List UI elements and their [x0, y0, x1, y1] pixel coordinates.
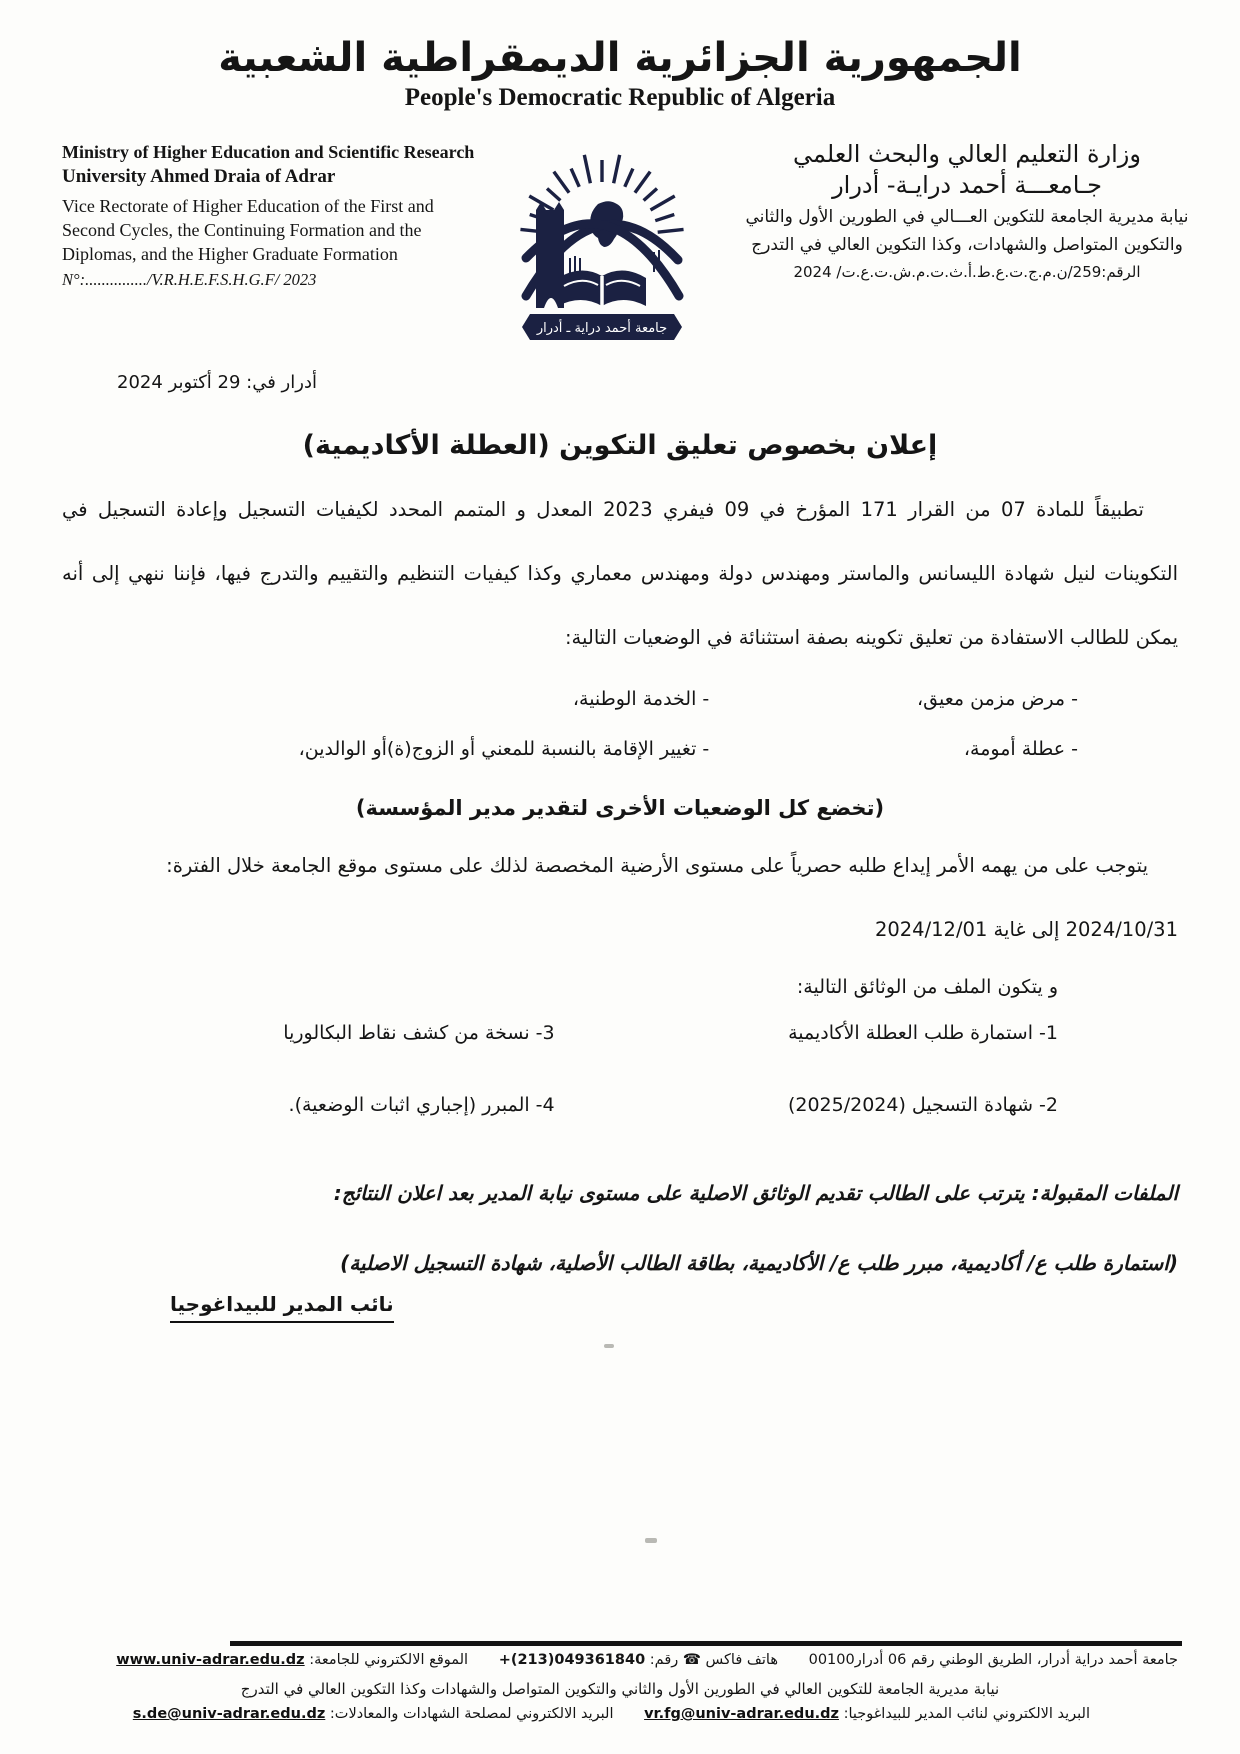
footer-email1-link[interactable]: vr.fg@univ-adrar.edu.dz: [644, 1706, 839, 1722]
logo-banner-text: جامعة أحمد دراية ـ أدرار: [536, 321, 668, 336]
situations-column-left: [62, 688, 709, 788]
university-name-ar: جـامعـــة أحمد درايـة- أدرار: [832, 171, 1102, 200]
document-header: [0, 34, 1240, 112]
other-situations-note: (تخضع كل الوضعيات الأخرى لتقدير مدير المؤسسة): [355, 796, 885, 820]
footer-email-line: [58, 1706, 1090, 1722]
footer-email1-label: البريد الالكتروني لنائب المدير للبيداغوجيا:: [843, 1706, 1090, 1722]
signature-title: نائب المدير للبيداغوجيا: [170, 1292, 394, 1323]
scan-artifact: [604, 1344, 614, 1348]
university-name-en: University Ahmed Draia of Adrar: [62, 166, 336, 187]
vice-rectorate-en: Vice Rectorate of Higher Education of the First and Second Cycles, the Continuing Formation and the Diplomas, and the Higher Graduate Formation: [62, 196, 434, 264]
footer-divider: [230, 1641, 1182, 1646]
vice-rectorate-ar-line2: والتكوين المتواصل والشهادات، وكذا التكوين العالي في التدرج: [751, 235, 1183, 256]
file-contents-intro: و يتكون الملف من الوثائق التالية:: [796, 976, 1058, 998]
documents-list: [62, 1022, 1178, 1166]
footer-phone-label: هاتف فاكس ☎ رقم:: [649, 1652, 778, 1668]
list-item: 2- شهادة التسجيل (2025/2024): [787, 1094, 1058, 1116]
footer-website-label: الموقع الالكتروني للجامعة:: [309, 1652, 469, 1668]
university-logo: [502, 146, 702, 346]
country-title-arabic: الجمهورية الجزائرية الديمقراطية الشعبية: [218, 35, 1022, 81]
list-item: - تغيير الإقامة بالنسبة للمعني أو الزوج(ة)أو الوالدين،: [298, 738, 710, 760]
footer-website-link[interactable]: www.univ-adrar.edu.dz: [116, 1652, 305, 1668]
ministry-name-ar: وزارة التعليم العالي والبحث العلمي: [793, 140, 1141, 168]
accepted-files-line1: الملفات المقبولة: يترتب على الطالب تقديم الوثائق الاصلية على مستوى نيابة المدير بعد اعلان النتائج:: [333, 1181, 1178, 1205]
submission-paragraph: يتوجب على من يهمه الأمر إيداع طلبه حصرياً على مستوى الأرضية المخصصة لذلك على مستوى موقع الجامعة خلال الفترة: 2024/10/31 إلى غاية 2024/12/01: [166, 854, 1178, 941]
date-line: أدرار في: 29 أكتوبر 2024: [117, 372, 317, 393]
situations-column-right: [709, 688, 1178, 788]
announcement-title: إعلان بخصوص تعليق التكوين (العطلة الأكاديمية): [302, 430, 938, 461]
country-title-english: People's Democratic Republic of Algeria: [404, 84, 836, 111]
footer-address: جامعة أحمد دراية أدرار، الطريق الوطني رقم 06 أدرار00100: [808, 1652, 1178, 1668]
scan-artifact: [645, 1538, 657, 1543]
reference-number-ar: الرقم:259/ن.م.ج.ت.ع.ط.أ.ث.ت.م.ش.ت.ع.ت/ 2024: [793, 262, 1141, 281]
accepted-files-line2: (استمارة طلب ع/ أكاديمية، مبرر طلب ع/ الأكاديمية، بطاقة الطالب الأصلية، شهادة التسجيل الاصلية): [340, 1251, 1178, 1275]
list-item: 1- استمارة طلب العطلة الأكاديمية: [788, 1022, 1058, 1044]
list-item: - عطلة أمومة،: [963, 738, 1078, 760]
list-item: - مرض مزمن معيق،: [917, 688, 1078, 710]
documents-column-right: [665, 1022, 1178, 1166]
footer-department-line: نيابة مديرية الجامعة للتكوين العالي في الطورين الأول والثاني والتكوين المتواصل والشهادات وكذا التكوين العالي في التدرج: [240, 1680, 1000, 1698]
footer-contact-line: [58, 1652, 1178, 1668]
list-item: - الخدمة الوطنية،: [572, 688, 710, 710]
vice-rectorate-ar-line1: نيابة مديرية الجامعة للتكوين العـــالي في الطورين الأول والثاني: [745, 206, 1189, 227]
footer-email2-label: البريد الالكتروني لمصلحة الشهادات والمعادلات:: [329, 1706, 614, 1722]
intro-paragraph: تطبيقاً للمادة 07 من القرار 171 المؤرخ في 09 فيفري 2023 المعدل و المتمم المحدد لكيفيات التسجيل وإعادة التسجيل في التكوينات لنيل شهادة الليسانس والماستر ومهندس دولة ومهندس معماري وكذا كيفيات التنظيم والتقييم والتدرج فيها، فإننا ننهي إلى أنه يمكن للطالب الاستفادة من تعليق تكوينه بصفة استثنائة في الوضعيات التالية:: [62, 498, 1178, 649]
documents-column-left: [62, 1022, 665, 1166]
accepted-files-note: [62, 1158, 1178, 1298]
list-item: 4- المبرر (إجباري اثبات الوضعية).: [288, 1094, 555, 1116]
reference-number-en: N°:.............../V.R.H.E.F.S.H.G.F/ 2023: [62, 270, 317, 290]
sender-block-arabic: [730, 138, 1204, 281]
list-item: 3- نسخة من كشف نقاط البكالوريا: [283, 1022, 555, 1044]
footer-phone-number: +(213)049361840: [498, 1652, 646, 1668]
footer-email2-link[interactable]: s.de@univ-adrar.edu.dz: [132, 1706, 326, 1722]
situations-list: [62, 688, 1178, 788]
sender-block-english: [62, 142, 532, 290]
ministry-name-en: Ministry of Higher Education and Scientific Research: [62, 142, 475, 162]
